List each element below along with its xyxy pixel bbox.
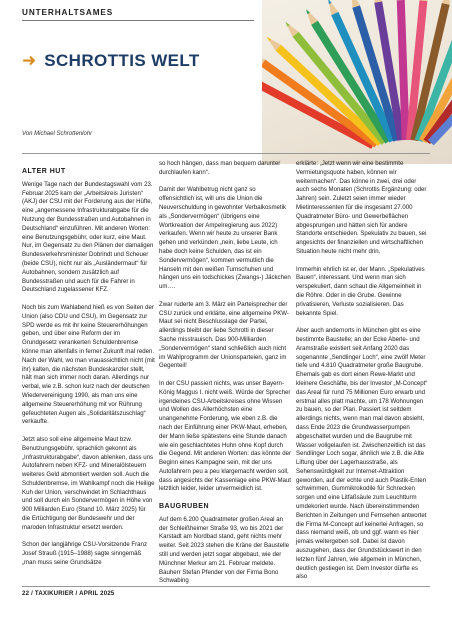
article-paragraph: so hoch hängen, dass man bequem darunter durchlaufen kann“. — [159, 160, 281, 176]
section-divider — [22, 20, 254, 21]
page-title: SCHROTTIS WELT — [44, 51, 200, 70]
colored-pencils-illustration — [262, 0, 452, 164]
article-column-3 — [296, 160, 430, 591]
title-row — [22, 52, 200, 69]
section-label: UNTERHALTSAMES — [22, 8, 114, 17]
article-paragraph: Auf dem 6.200 Quadratmeter großen Areal an der Schleißheimer Straße 93, wo bis 2021 der Karstadt am Nordbad stand, geht nichts mehr weiter. Seit 2023 stehen die Kräne der Baustelle still und werden jetzt sogar abgebaut, wie der Münchner Merkur am 21. Februar meldete. Bauherr Stefan Pfender von der Firma Bono Schwabing — [159, 515, 290, 585]
article-paragraph: Immerhin ehrlich ist er, der Mann. „Spekulatives Bauen“, interessant. Und wenn man sich verspekuliert, dann schaut die Allgemeinheit in die Röhre. Oder in die Grube. Gewinne privatisieren, Verluste sozialisieren. Das bekannte Spiel. — [296, 265, 425, 317]
article-paragraph: erklärte: „Jetzt wenn wir eine bestimmte Vermietungsquote haben, können wir weitermachen“. Das könne in zwei, drei oder auch sechs Monaten (Schrottis Ergänzung: oder Jahren) sein. Zuletzt seien immer wieder Mietinteressenten für die insgesamt 27.000 Quadratmeter Büro- und Gewerbeflächen abgesprungen und hätten sich für andere Standorte entschieden. Spekulativ zu bauen, sei angesichts der finanziellen und wirtschaftlichen Situation heute nicht mehr drin. — [296, 160, 427, 255]
page-footer: 22 / TAXIKURIER / APRIL 2025 — [22, 590, 115, 597]
author-byline: Von Michael Schrottenlohr — [22, 131, 93, 137]
colored-pencils-photo — [262, 0, 452, 164]
article-paragraph: Schon der langjährige CSU-Vorsitzende Franz Josef Strauß (1915–1988) sagte sinngemäß „man muss seine Grundsätze — [22, 541, 147, 567]
section-heading: ALTER HUT — [22, 168, 66, 175]
article-paragraph: Wenige Tage nach der Bundestagswahl vom 23. Februar 2025 kam der „Arbeitskreis Juristen“ (AKJ) der CSU mit der Forderung aus der Hüfte, eine „angemessene Infrastrukturabgabe für die Nutzung der Bundesstraßen und Autobahnen in Deutschland“ einzuführen. Mit anderen Worten: eine Benutzungsgebühr, oder kurz, eine Maut. Nur, im Gegensatz zu den Plänen der damaligen Bundesverkehrsminister Dobrindt und Scheuer (beide CSU), nicht nur als „Ausländermaut“ für Autobahnen, sondern zusätzlich auf Bundesstraßen und auch für die Fahrer in Deutschland zugelassener KFZ. — [22, 180, 154, 294]
article-paragraph: Aber auch andernorts in München gibt es eine bestimmte Baustelle; an der Ecke Aberle- und Aramstraße existiert seit Anfang 2020 das sogenannte „Sendlinger Loch“, eine zwölf Meter tiefe und 4.810 Quadratmeter große Baugrube. Ehemals gab es dort einen Rewe-Markt und kleinere Geschäfte, bis der Investor „M-Concept“ das Areal für rund 75 Millionen Euro erwarb und erstmal alles platt machte, um 178 Wohnungen zu bauen, so der Plan. Passiert ist seitdem allerdings nichts, wenn man mal davon absieht, dass Ende 2023 die Grundwasserpumpen abgeschaltet wurden und die Baugrube mit Wasser vollgelaufen ist. Zwischenzeitlich ist das Sendlinger Loch sogar, ähnlich wie z.B. die Alte Liftung über der Lagerhausstraße, als Sehenswürdigkeit zur Internet-Attraktion geworden, auf der echte und auch Plastik-Enten schwimmen, Gummikrokodile für Schrecken sorgen und eine Litfaßsäule zum Leuchtturm umdekoriert wurde. Nach übereinstimmenden Berichten in Zeitungen und Fernsehen antwortet die Firma M-Concept auf keinerlei Anfragen, so dass niemand weiß, ob und ggf. wann es hier jemals weitergeben soll. Dabei ist davon auszugehen, dass der Grundstückswert in den letzten fünf Jahren, wie allgemein in München, deutlich gestiegen ist. Dem Investor dürfte es also — [296, 327, 428, 581]
arrow-icon: ➜ — [22, 51, 37, 70]
article-paragraph: Noch bis zum Wahlabend hieß es von Seiten der Union (also CDU und CSU), im Gegensatz zur SPD werde es mit ihr keine Steuererhöhungen geben, und über eine Reform der im Grundgesetz verankerten Schuldenbremse könne man allenfalls in ferner Zukunft mal reden. Nach der Wahl, wo man vrauassichtlich nicht (mit ihr) kalten, die nächsten Bundeskanzler stellt, hält man sich immer noch daran. Allerdings nur verbal, wie z.B. schon kurz nach der deutschen Wiedervereinigung 1990, als man uns eine allgemeine Steuererhöhung mit vor Rührung gefeuchteten Augen als „Solidaritätszuschlag“ verkaufte. — [22, 303, 155, 426]
section-heading: BAUGRUBEN — [159, 503, 209, 511]
article-paragraph: In der CSU passiert nichts, was unser Bayern-König Maggus I. nicht weiß. Würde der Sprecher irgendeines CSU-Arbeitskreises ohne Wissen und Wollen des Allerhöchsten eine unangenehme Forderung, wie eben z.B. die nach der Einführung einer PKW-Maut, erheben, der Mann ließe spätestens eine Stunde danach wie ein geschlachtetes Huhn ohne Kopf durch die Gegend. Mit anderen Worten: das könnte der Beginn eines Kampagne sein, mit der uns Autofahrern peu a peu klargemacht werden soll, dass angesichts der Kassenlage eine PKW-Maut letztlich leider, leider unvermeidlich ist. — [159, 379, 292, 493]
article-paragraph: Damit der Wahlbetrug nicht ganz so offensichtlich ist, will uns die Union die Neuverschuldung in gewohnter Verbalkosmetik als „Sondervermögen“ (übrigens eine Wortkreation der Ampelregierung aus 2022) verkaufen. Wenn wir heute zu unserer Bank gehen und verkünden „nein, liebe Leute, ich habe doch keine Schulden, das ist ein Sondervermögen“, kommen vermutlich die Hanseln mit den weißen Turnschuhen und hängen uns ein todschickes (Zwangs-) Jäckchen um…. — [159, 186, 291, 291]
article-paragraph: Jetzt also soll eine allgemeine Maut bzw. Benutzungsgebühr, sprachlich gekonnt als „Infrastrukturabgabe“, davon ablenken, dass uns Autofahrern neben KFZ- und Mineralölsteuern weiteres Geld abmontiert werden soll. Auch die Schuldenbremse, im Wahlkampf noch die Heilige Kuh der Union, verschwindet im Schlachthaus und soll durch ein Sondervermögen in Höhe von 900 Milliarden Euro (Stand 10. März 2025) für die Ertüchtigung der Bundeswehr und der maroden Infrastruktur ersetzt werden. — [22, 435, 155, 531]
footer-divider — [22, 586, 430, 587]
top-divider — [22, 153, 430, 154]
article-column-2 — [159, 160, 292, 595]
article-paragraph: Zwar ruderte am 3. März ein Parteisprecher der CSU zurück und erklärte, eine allgemeine PKW-Maut sei nicht Beschlusslage der Partei, allerdings bleibt der liebe Schrotti in dieser Sache misstrauisch. Das 900-Milliarden „Sondervermögen“ stand schließlich auch nicht im Wahlprogramm der Unionsparteien, ganz im Gegenteil! — [159, 300, 289, 370]
article-column-1 — [22, 160, 155, 577]
